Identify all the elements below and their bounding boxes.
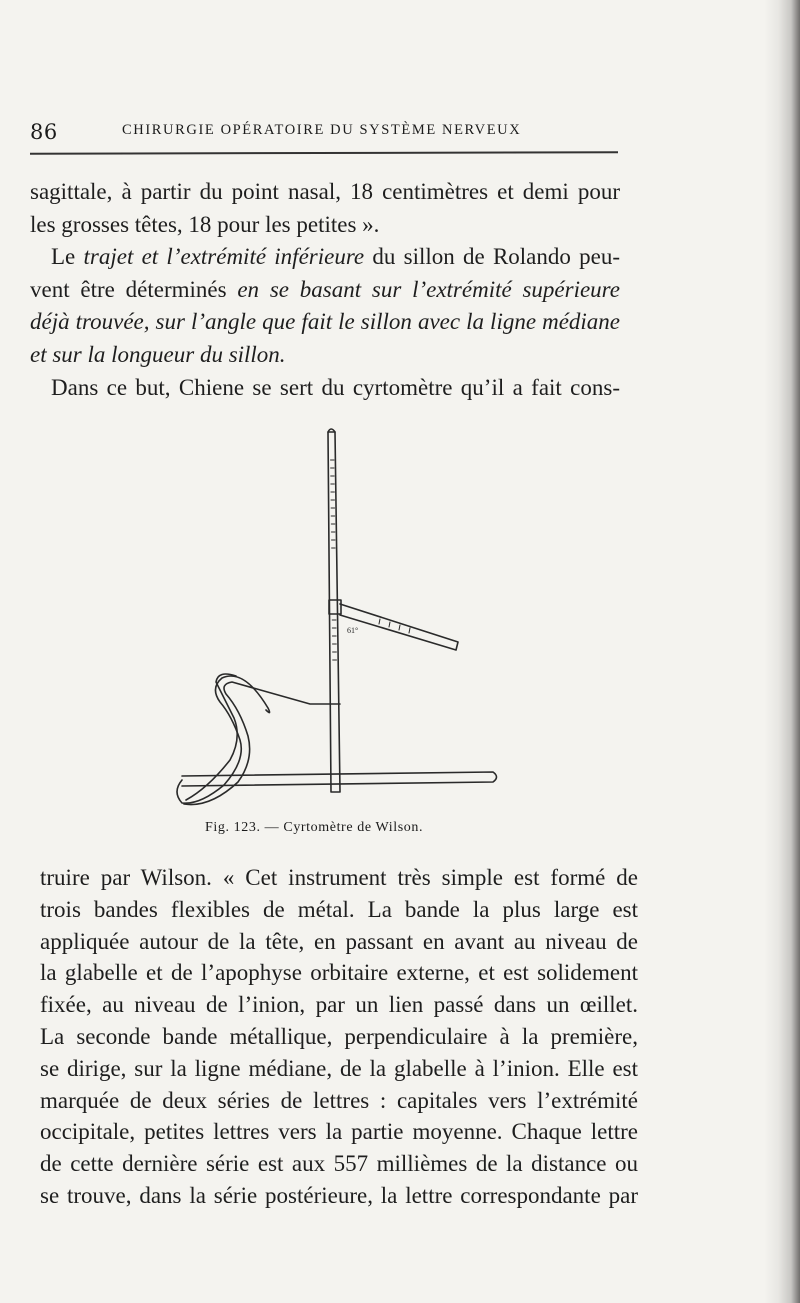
- text-line: Dans ce but, Chiene se sert du cyrtomètre qu’il a fait cons-: [51, 374, 620, 400]
- text-line: fixée, au niveau de l’inion, par un lien passé dans un œillet.: [40, 992, 638, 1018]
- text-line: trois bandes flexibles de métal. La bande la plus large est: [40, 896, 638, 922]
- italic-segment: trajet et l’extrémité inférieure: [83, 244, 365, 270]
- figure-cyrtometer: [160, 420, 520, 820]
- text-line: occipitale, petites lettres vers la partie moyenne. Chaque lettre: [40, 1119, 638, 1145]
- text-line: déjà trouvée, sur l’angle que fait le sillon avec la ligne médiane: [30, 309, 620, 335]
- header-rule: [30, 151, 618, 155]
- italic-segment: en se basant sur l’extrémité supérieure: [237, 276, 620, 302]
- text-line: les grosses têtes, 18 pour les petites ».: [30, 211, 380, 237]
- page-header: [30, 112, 618, 152]
- text-segment: Le: [51, 244, 84, 270]
- page-edge-shadow: [764, 0, 800, 1303]
- cord-strand-3: [186, 674, 237, 800]
- body-text-top: [30, 176, 620, 404]
- text-line: [30, 241, 620, 274]
- text-line: sagittale, à partir du point nasal, 18 centimètres et demi pour: [30, 179, 620, 204]
- cyrtometer-illustration: [160, 420, 520, 820]
- text-line: se dirige, sur la ligne médiane, de la glabelle à l’inion. Elle est: [40, 1055, 638, 1081]
- text-line: marquée de deux séries de lettres : capitales vers l’extrémité: [40, 1087, 638, 1113]
- text-line: La seconde bande métallique, perpendiculaire à la première,: [40, 1023, 638, 1049]
- text-line: de cette dernière série est aux 557 millièmes de la distance ou: [40, 1151, 638, 1177]
- running-title: CHIRURGIE OPÉRATOIRE DU SYSTÈME NERVEUX: [122, 122, 522, 138]
- slider-clip: [329, 600, 341, 614]
- text-segment: du sillon de Rolando peu-: [364, 244, 621, 270]
- figure-caption: Fig. 123. — Cyrtomètre de Wilson.: [205, 820, 424, 835]
- body-text-bottom: [40, 862, 638, 1212]
- text-line: truire par Wilson. « Cet instrument très simple est formé de: [40, 865, 638, 890]
- text-line: [30, 274, 620, 307]
- text-line: se trouve, dans la série postérieure, la lettre correspondante par: [40, 1182, 638, 1208]
- text-line: la glabelle et de l’apophyse orbitaire externe, et est solidement: [40, 960, 638, 986]
- text-segment: vent être déterminés: [30, 276, 238, 302]
- angle-label: 61°: [347, 626, 359, 635]
- text-line: appliquée autour de la tête, en passant en avant au niveau de: [40, 928, 638, 954]
- text-line: et sur la longueur du sillon.: [30, 341, 286, 367]
- page-number: 86: [30, 120, 58, 144]
